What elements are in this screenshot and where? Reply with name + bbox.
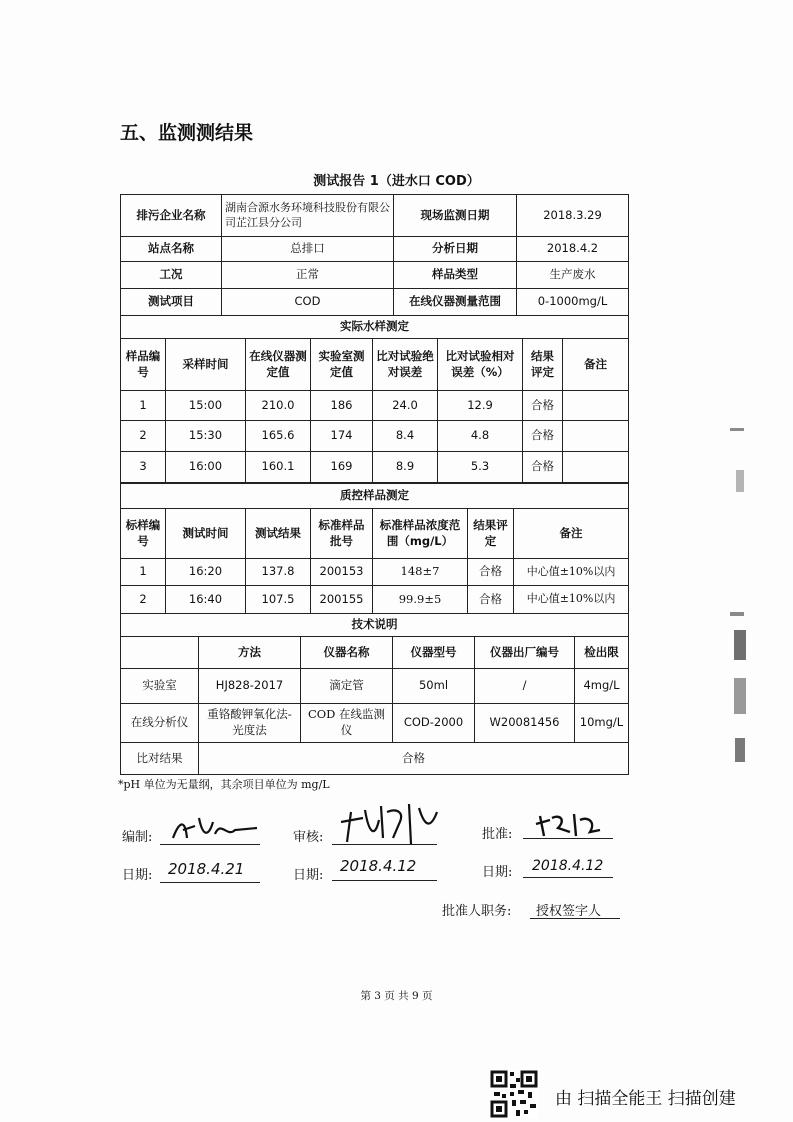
editor-date-line [160, 882, 260, 883]
table-cell: 186 [311, 391, 373, 421]
scan-artifact [730, 612, 744, 616]
editor-label: 编制: [122, 830, 153, 845]
table-cell: 4.8 [438, 421, 523, 452]
qc-col-header: 测试时间 [166, 509, 246, 559]
table-cell: 15:30 [166, 421, 246, 452]
range-label: 在线仪器测量范围 [394, 289, 517, 316]
table-cell: 15:00 [166, 391, 246, 421]
table-cell: 107.5 [246, 586, 311, 614]
approver-label: 批准: [482, 827, 513, 842]
actual-col-header: 备注 [563, 339, 629, 391]
qc-col-header: 测试结果 [246, 509, 311, 559]
qc-col-header: 结果评定 [468, 509, 514, 559]
company-value: 湖南合源水务环境科技股份有限公司芷江县分公司 [222, 195, 394, 237]
info-table [120, 194, 629, 316]
editor-signature-line [160, 844, 260, 845]
table-cell: 10mg/L [575, 704, 629, 743]
actual-col-header: 实验室测定值 [311, 339, 373, 391]
qc-section-title: 质控样品测定 [121, 484, 629, 509]
table-cell: HJ828-2017 [199, 669, 301, 704]
tech-col-header: 仪器名称 [301, 637, 393, 669]
table-cell: 16:20 [166, 559, 246, 586]
editor-date-value: 2018.4.21 [168, 860, 245, 878]
table-cell: 8.4 [373, 421, 438, 452]
scan-artifact [735, 738, 745, 762]
monitor-date-value: 2018.3.29 [517, 195, 629, 237]
table-row [121, 421, 629, 452]
qc-col-header: 标准样品批号 [311, 509, 373, 559]
actual-section-title: 实际水样测定 [121, 316, 629, 339]
table-cell: COD-2000 [393, 704, 475, 743]
actual-col-header: 样品编号 [121, 339, 166, 391]
reviewer-date-line [332, 880, 437, 881]
table-cell: 160.1 [246, 452, 311, 483]
table-cell: 174 [311, 421, 373, 452]
table-cell: 实验室 [121, 669, 199, 704]
scan-artifact [734, 678, 746, 714]
table-cell: 2 [121, 421, 166, 452]
sample-type-label: 样品类型 [394, 262, 517, 289]
tech-col-header: 仪器型号 [393, 637, 475, 669]
qc-col-header: 标准样品浓度范围（mg/L） [373, 509, 468, 559]
table-row [121, 559, 629, 586]
table-cell: 1 [121, 391, 166, 421]
qc-col-header: 标样编号 [121, 509, 166, 559]
actual-col-header: 采样时间 [166, 339, 246, 391]
approver-signature-line [523, 838, 613, 839]
table-cell: 99.9±5 [373, 586, 468, 614]
qc-col-header: 备注 [514, 509, 629, 559]
table-cell: 合格 [523, 452, 563, 483]
table-cell: 4mg/L [575, 669, 629, 704]
actual-sample-table [120, 315, 629, 483]
monitor-date-label: 现场监测日期 [394, 195, 517, 237]
table-cell: 50ml [393, 669, 475, 704]
approver-title-label: 批准人职务: [442, 904, 512, 919]
item-label: 测试项目 [121, 289, 222, 316]
table-cell: W20081456 [475, 704, 575, 743]
approver-date-line [523, 877, 613, 878]
table-cell: 重铬酸钾氧化法-光度法 [199, 704, 301, 743]
table-cell: 合格 [523, 421, 563, 452]
table-cell: 16:00 [166, 452, 246, 483]
comparison-result-value: 合格 [199, 743, 629, 775]
actual-col-header: 比对试验绝对误差 [373, 339, 438, 391]
table-cell: 24.0 [373, 391, 438, 421]
table-row [121, 704, 629, 743]
approver-signature [530, 808, 610, 842]
analysis-date-label: 分析日期 [394, 237, 517, 262]
table-cell: 165.6 [246, 421, 311, 452]
analysis-date-value: 2018.4.2 [517, 237, 629, 262]
table-cell: 1 [121, 559, 166, 586]
table-cell [563, 452, 629, 483]
approver-title-line [530, 918, 620, 919]
qr-code-icon [490, 1070, 538, 1118]
approver-date-label: 日期: [482, 865, 513, 880]
section-title: 五、监测测结果 [120, 122, 254, 144]
table-cell: 169 [311, 452, 373, 483]
editor-signature [165, 808, 265, 848]
reviewer-signature [335, 798, 445, 848]
table-cell: 合格 [468, 559, 514, 586]
item-value: COD [222, 289, 394, 316]
table-cell: 16:40 [166, 586, 246, 614]
table-cell: 中心值±10%以内 [514, 586, 629, 614]
range-value: 0-1000mg/L [517, 289, 629, 316]
unit-note: *pH 单位为无量纲，其余项目单位为 mg/L [118, 778, 330, 791]
actual-col-header: 结果评定 [523, 339, 563, 391]
table-cell [563, 421, 629, 452]
table-cell: 137.8 [246, 559, 311, 586]
table-cell: 12.9 [438, 391, 523, 421]
tech-col-header: 方法 [199, 637, 301, 669]
scan-artifact [736, 470, 744, 492]
reviewer-signature-line [332, 844, 437, 845]
tech-section-title: 技术说明 [121, 614, 629, 637]
table-cell: 210.0 [246, 391, 311, 421]
approver-title-value: 授权签字人 [536, 904, 602, 919]
table-cell: 滴定管 [301, 669, 393, 704]
actual-col-header: 在线仪器测定值 [246, 339, 311, 391]
sample-type-value: 生产废水 [517, 262, 629, 289]
comparison-result-label: 比对结果 [121, 743, 199, 775]
table-cell: 合格 [468, 586, 514, 614]
table-row [121, 669, 629, 704]
scan-artifact [730, 428, 744, 431]
site-label: 站点名称 [121, 237, 222, 262]
condition-value: 正常 [222, 262, 394, 289]
approver-date-value: 2018.4.12 [532, 858, 604, 874]
report-title: 测试报告 1（进水口 COD） [313, 174, 480, 189]
table-cell: / [475, 669, 575, 704]
condition-label: 工况 [121, 262, 222, 289]
reviewer-date-label: 日期: [293, 868, 324, 883]
table-cell: 3 [121, 452, 166, 483]
page-number: 第 3 页 共 9 页 [360, 990, 433, 1002]
table-cell: 200153 [311, 559, 373, 586]
table-cell: 中心值±10%以内 [514, 559, 629, 586]
tech-col-header: 仪器出厂编号 [475, 637, 575, 669]
scanner-watermark: 由 扫描全能王 扫描创建 [555, 1089, 736, 1109]
table-cell: 200155 [311, 586, 373, 614]
table-cell: 5.3 [438, 452, 523, 483]
table-cell: 合格 [523, 391, 563, 421]
tech-col-header: 检出限 [575, 637, 629, 669]
table-cell: 2 [121, 586, 166, 614]
table-cell: 在线分析仪 [121, 704, 199, 743]
site-value: 总排口 [222, 237, 394, 262]
tech-table [120, 613, 629, 775]
table-row [121, 391, 629, 421]
editor-date-label: 日期: [122, 868, 153, 883]
qc-sample-table [120, 483, 629, 614]
company-label: 排污企业名称 [121, 195, 222, 237]
table-row [121, 586, 629, 614]
table-cell [563, 391, 629, 421]
table-row [121, 452, 629, 483]
table-cell: COD 在线监测仪 [301, 704, 393, 743]
scan-artifact [734, 630, 746, 660]
reviewer-label: 审核: [293, 830, 324, 845]
table-cell: 8.9 [373, 452, 438, 483]
tech-empty-corner [121, 637, 199, 669]
reviewer-date-value: 2018.4.12 [340, 857, 417, 875]
actual-col-header: 比对试验相对误差（%） [438, 339, 523, 391]
table-cell: 148±7 [373, 559, 468, 586]
